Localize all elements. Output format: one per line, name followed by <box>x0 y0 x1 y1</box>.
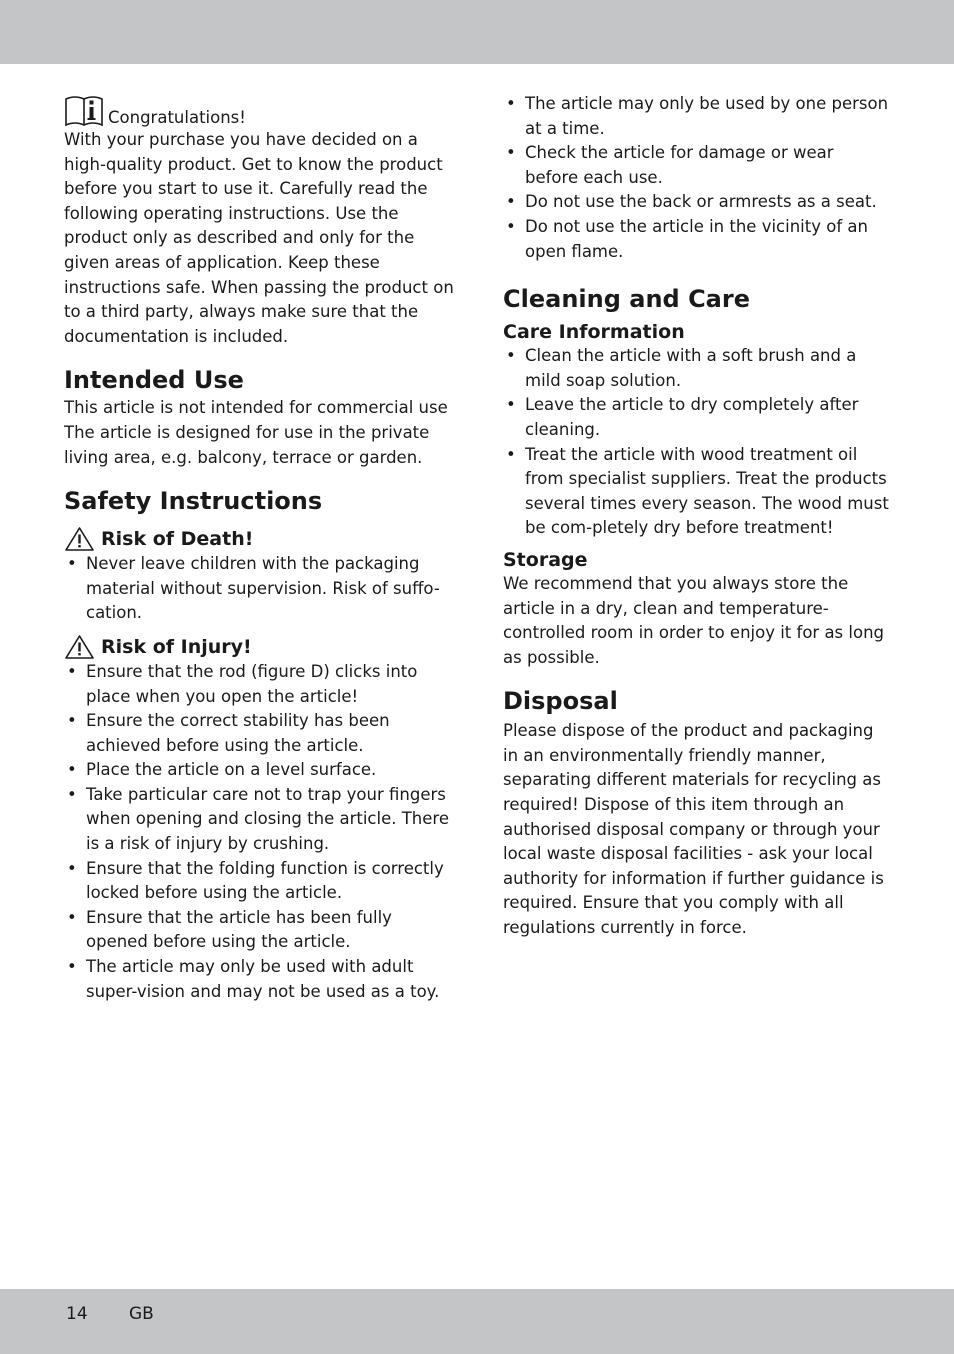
risk-of-injury-heading <box>64 634 456 660</box>
list-item: • Ensure the correct stability has been achieved before using the article. <box>64 709 456 758</box>
storage-title: Storage <box>503 548 588 571</box>
injury-list <box>64 660 456 1004</box>
list-item: • Do not use the back or armrests as a seat. <box>503 190 889 215</box>
language-code: GB <box>129 1304 154 1324</box>
list-item: • Ensure that the article has been fully opened before using the article. <box>64 906 456 955</box>
risk-of-death-heading <box>64 526 456 552</box>
warning-triangle-icon <box>64 634 95 660</box>
info-book-icon <box>64 94 104 128</box>
list-item: • Clean the article with a soft brush and a mild soap solution. <box>503 344 889 393</box>
list-item: • Leave the article to dry completely after cleaning. <box>503 393 889 442</box>
list-item: • Treat the article with wood treatment oil from specialist suppliers. Treat the products several times every season. The wood must be com-pletely dry before treatment! <box>503 443 889 541</box>
storage-text: We recommend that you always store the article in a dry, clean and temperature-controlled room in order to enjoy it for as long as possible. <box>503 573 885 667</box>
disposal-title: Disposal <box>503 687 618 716</box>
list-item: • Do not use the article in the vicinity of an open flame. <box>503 215 889 264</box>
disposal-text: Please dispose of the product and packaging in an environmentally friendly manner, separating different materials for recycling as required! Dispose of this item through an authorised disposal company or through your local waste disposal facilities - ask your local authority for information if further guidance is required. Ensure that you comply with all regulations currently in force. <box>503 721 884 938</box>
page-number: 14 <box>66 1304 88 1324</box>
header-bar <box>0 0 954 64</box>
intro-text: With your purchase you have decided on a high-quality product. Get to know the product before you start to use it. Carefully read the following operating instructions. Use the product only as described and only for the given areas of application. Keep these instructions safe. When passing the product on to a third party, always make sure that the documentation is included. <box>64 130 454 346</box>
list-item: • The article may only be used by one person at a time. <box>503 92 889 141</box>
list-item: • Never leave children with the packaging material without supervision. Risk of suffo-cation. <box>64 552 456 626</box>
death-list <box>64 552 456 626</box>
footer-bar <box>0 1289 954 1354</box>
list-item: • Place the article on a level surface. <box>64 758 456 783</box>
risk-of-death-title: Risk of Death! <box>101 528 254 551</box>
care-info-title: Care Information <box>503 321 685 344</box>
list-item: • Ensure that the rod (figure D) clicks into place when you open the article! <box>64 660 456 709</box>
right-column <box>503 92 889 941</box>
intro-heading <box>64 92 456 128</box>
list-item: • Ensure that the folding function is correctly locked before using the article. <box>64 857 456 906</box>
warning-triangle-icon <box>64 526 95 552</box>
left-column <box>64 92 456 1004</box>
care-list <box>503 344 889 541</box>
safety-title: Safety Instructions <box>64 487 323 516</box>
cleaning-title: Cleaning and Care <box>503 285 750 314</box>
list-item: • Check the article for damage or wear before each use. <box>503 141 889 190</box>
risk-of-injury-title: Risk of Injury! <box>101 635 252 658</box>
intro-title: Congratulations! <box>108 108 246 127</box>
intended-use-title: Intended Use <box>64 366 244 395</box>
intended-use-text: This article is not intended for commercial use The article is designed for use in the private living area, e.g. balcony, terrace or garden. <box>64 398 448 467</box>
list-item: • Take particular care not to trap your fingers when opening and closing the article. There is a risk of injury by crushing. <box>64 783 456 857</box>
more-safety-list <box>503 92 889 264</box>
list-item: • The article may only be used with adult super-vision and may not be used as a toy. <box>64 955 456 1004</box>
